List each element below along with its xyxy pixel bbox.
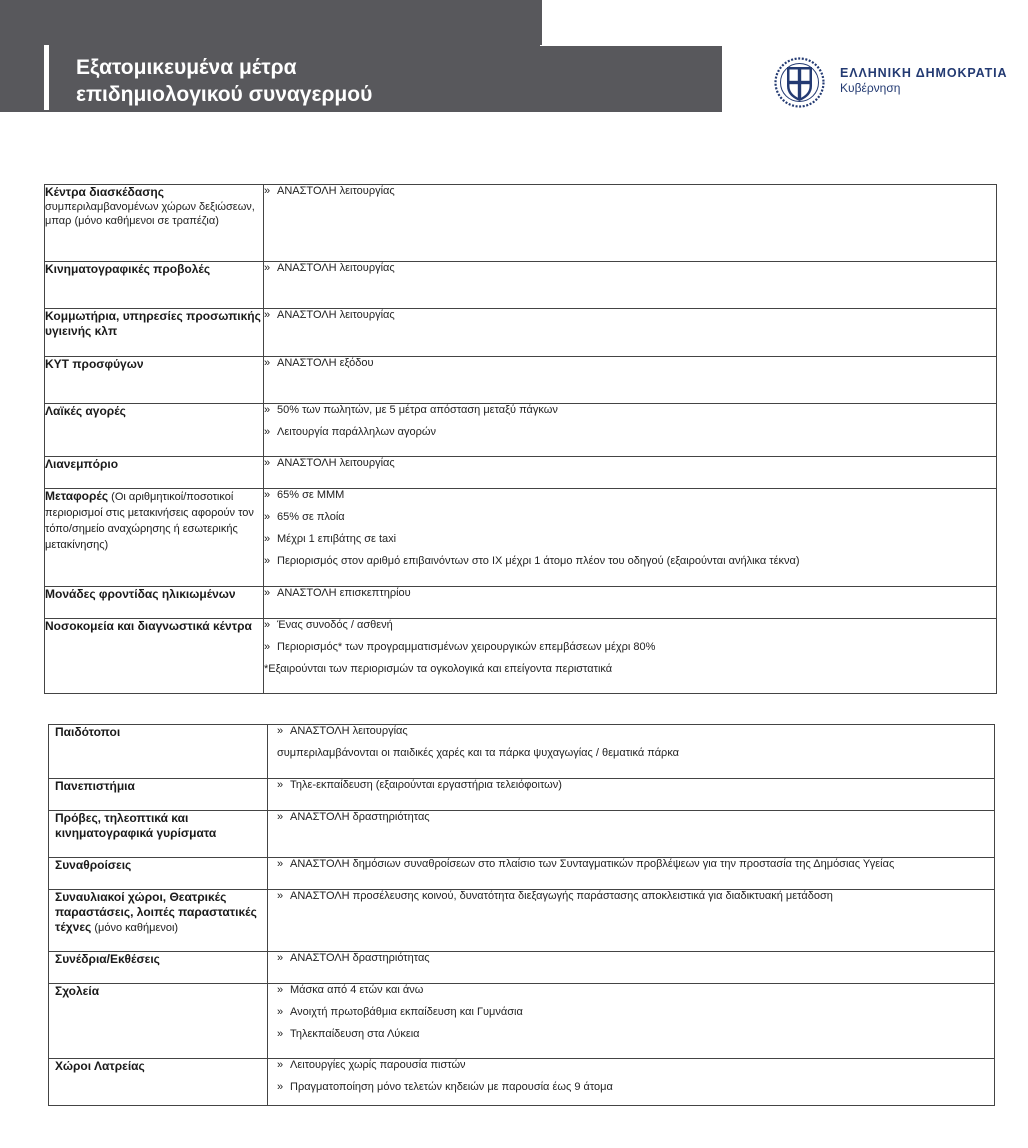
bullet-icon: »	[277, 890, 284, 902]
category-label	[45, 262, 263, 277]
measures-cell	[268, 984, 995, 1059]
bullet-icon: »	[264, 404, 271, 416]
measures-cell	[264, 489, 997, 587]
measure-text: ΑΝΑΣΤΟΛΗ λειτουργίας	[277, 309, 395, 321]
measures-cell	[264, 457, 997, 489]
category-label	[55, 725, 267, 740]
measure-text: ΑΝΑΣΤΟΛΗ λειτουργίας	[277, 457, 395, 469]
category-title: Λαϊκές αγορές	[45, 404, 126, 418]
category-cell	[45, 619, 264, 694]
bullet-icon: »	[264, 426, 271, 438]
header-divider-line	[540, 45, 722, 46]
table-row	[49, 725, 995, 779]
measure-item	[264, 587, 996, 600]
category-label	[55, 952, 267, 967]
measure-item	[264, 426, 996, 439]
table-row	[49, 890, 995, 952]
table-row	[49, 779, 995, 811]
category-title: Χώροι Λατρείας	[55, 1059, 145, 1073]
page-title	[76, 54, 516, 108]
category-cell	[45, 309, 264, 357]
category-title: Σχολεία	[55, 984, 100, 998]
category-label	[55, 984, 267, 999]
measures-cell	[268, 890, 995, 952]
measures-cell	[264, 587, 997, 619]
measure-item	[264, 457, 996, 470]
category-title: Μεταφορές	[45, 489, 109, 503]
bullet-icon: »	[277, 858, 284, 870]
category-cell	[45, 587, 264, 619]
bullet-icon: »	[264, 457, 271, 469]
category-title: ΚΥΤ προσφύγων	[45, 357, 144, 371]
category-cell	[45, 357, 264, 404]
category-title: Κέντρα διασκέδασης	[45, 185, 164, 199]
measure-text: ΑΝΑΣΤΟΛΗ επισκεπτηρίου	[277, 587, 411, 599]
measure-text: ΑΝΑΣΤΟΛΗ λειτουργίας	[277, 262, 395, 274]
measure-text: ΑΝΑΣΤΟΛΗ δημόσιων συναθροίσεων στο πλαίσιο των Συνταγματικών προβλέψεων για την προστασία της Δημόσιας Υγείας	[290, 858, 895, 870]
gov-name: ΕΛΛΗΝΙΚΗ ΔΗΜΟΚΡΑΤΙΑ	[840, 66, 1008, 80]
measure-text: Ένας συνοδός / ασθενή	[277, 619, 393, 631]
category-label	[45, 489, 263, 553]
bullet-icon: »	[264, 619, 271, 631]
table-row	[45, 489, 997, 587]
measure-item	[264, 511, 996, 524]
category-title: Νοσοκομεία και διαγνωστικά κέντρα	[45, 619, 252, 633]
measure-item	[264, 641, 996, 654]
measure-item	[264, 185, 996, 198]
table-row	[49, 1059, 995, 1106]
category-title: Κινηματογραφικές προβολές	[45, 262, 211, 276]
measure-text: Μέχρι 1 επιβάτης σε taxi	[277, 533, 397, 545]
bullet-icon: »	[264, 262, 271, 274]
bullet-icon: »	[264, 641, 271, 653]
category-cell	[49, 779, 268, 811]
table-row	[45, 262, 997, 309]
bullet-icon: »	[264, 555, 271, 567]
measure-item	[277, 1059, 994, 1072]
bullet-icon: »	[277, 1081, 284, 1093]
category-cell	[45, 489, 264, 587]
measure-item	[264, 555, 996, 568]
table-row	[49, 858, 995, 890]
bullet-icon: »	[264, 533, 271, 545]
measure-item	[277, 779, 994, 792]
measure-item	[264, 309, 996, 322]
measure-text: ΑΝΑΣΤΟΛΗ δραστηριότητας	[290, 952, 430, 964]
table-row	[49, 984, 995, 1059]
measures-cell	[268, 811, 995, 858]
measure-text: ΑΝΑΣΤΟΛΗ προσέλευσης κοινού, δυνατότητα διεξαγωγής παράστασης αποκλειστικά για διαδικτυακή μετάδοση	[290, 890, 833, 902]
measure-text: ΑΝΑΣΤΟΛΗ λειτουργίας	[290, 725, 408, 737]
table-row	[49, 811, 995, 858]
table-row	[45, 185, 997, 262]
category-cell	[49, 811, 268, 858]
measure-item	[264, 533, 996, 546]
category-title: Συναυλιακοί χώροι, Θεατρικές παραστάσεις, λοιπές παραστατικές τέχνες	[55, 890, 257, 934]
measures-cell	[268, 858, 995, 890]
bullet-icon: »	[277, 1028, 284, 1040]
measure-text: Λειτουργία παράλληλων αγορών	[277, 426, 436, 438]
measure-text: Μάσκα από 4 ετών και άνω	[290, 984, 424, 996]
category-cell	[49, 858, 268, 890]
measures-cell	[264, 404, 997, 457]
bullet-icon: »	[277, 984, 284, 996]
bullet-icon: »	[264, 587, 271, 599]
category-cell	[49, 984, 268, 1059]
measure-note: *Εξαιρούνται των περιορισμών τα ογκολογικά και επείγοντα περιστατικά	[264, 663, 613, 675]
measure-item	[264, 262, 996, 275]
header-accent-bar	[44, 45, 49, 110]
measure-text: Λειτουργίες χωρίς παρουσία πιστών	[290, 1059, 466, 1071]
category-label	[55, 890, 267, 936]
measures-cell	[264, 357, 997, 404]
measure-text: 50% των πωλητών, με 5 μέτρα απόσταση μεταξύ πάγκων	[277, 404, 558, 416]
header-band-top	[0, 0, 542, 45]
measures-cell	[264, 185, 997, 262]
bullet-icon: »	[277, 952, 284, 964]
category-title: Μονάδες φροντίδας ηλικιωμένων	[45, 587, 236, 601]
bullet-icon: »	[277, 779, 284, 791]
category-cell	[49, 952, 268, 984]
measures-table-2	[48, 724, 995, 1106]
page-title-line1: Εξατομικευμένα μέτρα	[76, 56, 297, 79]
measure-text: Περιορισμός* των προγραμματισμένων χειρουργικών επεμβάσεων μέχρι 80%	[277, 641, 656, 653]
measure-item	[264, 489, 996, 502]
measure-item	[277, 1028, 994, 1041]
measures-cell	[264, 262, 997, 309]
category-title: Κομμωτήρια, υπηρεσίες προσωπικής υγιεινής κλπ	[45, 309, 261, 338]
category-label	[45, 185, 263, 200]
bullet-icon: »	[264, 357, 271, 369]
measure-item	[264, 404, 996, 417]
category-label	[55, 1059, 267, 1074]
bullet-icon: »	[264, 309, 271, 321]
measures-cell	[268, 725, 995, 779]
measure-item	[277, 811, 994, 824]
category-label	[45, 587, 263, 602]
table-row	[49, 952, 995, 984]
measure-text: 65% σε πλοία	[277, 511, 345, 523]
measure-text: Τηλε-εκπαίδευση (εξαιρούνται εργαστήρια τελειόφοιτων)	[290, 779, 562, 791]
category-label	[45, 457, 263, 472]
category-cell	[45, 457, 264, 489]
measure-text: ΑΝΑΣΤΟΛΗ λειτουργίας	[277, 185, 395, 197]
category-label	[45, 309, 263, 339]
measure-item	[277, 984, 994, 997]
page-title-line2: επιδημιολογικού συναγερμού	[76, 83, 373, 106]
category-title: Παιδότοποι	[55, 725, 121, 739]
bullet-icon: »	[277, 1006, 284, 1018]
table-row	[45, 357, 997, 404]
measure-text: ΑΝΑΣΤΟΛΗ δραστηριότητας	[290, 811, 430, 823]
measure-note: συμπεριλαμβάνονται οι παιδικές χαρές και τα πάρκα ψυχαγωγίας / θεματικά πάρκα	[277, 747, 680, 759]
bullet-icon: »	[264, 185, 271, 197]
measure-item	[277, 725, 994, 738]
category-cell	[49, 890, 268, 952]
bullet-icon: »	[277, 811, 284, 823]
table-row	[45, 404, 997, 457]
table-row	[45, 619, 997, 694]
category-label	[45, 357, 263, 372]
gov-subtitle: Κυβέρνηση	[840, 81, 901, 95]
category-cell	[45, 262, 264, 309]
category-description: συμπεριλαμβανομένων χώρων δεξιώσεων, μπαρ (μόνο καθήμενοι σε τραπέζια)	[45, 201, 255, 227]
measure-item	[277, 1006, 994, 1019]
measure-text: 65% σε ΜΜΜ	[277, 489, 345, 501]
category-title: Πανεπιστήμια	[55, 779, 135, 793]
category-cell	[45, 404, 264, 457]
bullet-icon: »	[277, 1059, 284, 1071]
category-label	[55, 811, 267, 841]
measure-item	[277, 890, 994, 903]
category-cell	[45, 185, 264, 262]
greek-emblem-icon	[773, 56, 826, 109]
measure-text: Τηλεκπαίδευση στα Λύκεια	[290, 1028, 420, 1040]
measure-item	[277, 952, 994, 965]
category-label	[55, 858, 267, 873]
category-cell	[49, 725, 268, 779]
category-cell	[49, 1059, 268, 1106]
measure-item	[264, 357, 996, 370]
table-row	[45, 457, 997, 489]
category-note: (Οι αριθμητικοί/ποσοτικοί περιορισμοί στις μετακινήσεις αφορούν τον τόπο/σημείο αναχώρησης ή εσωτερικής μετακίνησης)	[45, 491, 254, 551]
measure-text: ΑΝΑΣΤΟΛΗ εξόδου	[277, 357, 374, 369]
measure-item	[264, 619, 996, 632]
measure-text: Ανοιχτή πρωτοβάθμια εκπαίδευση και Γυμνάσια	[290, 1006, 523, 1018]
category-label	[45, 619, 263, 634]
table-row	[45, 587, 997, 619]
bullet-icon: »	[264, 489, 271, 501]
measure-item	[277, 1081, 994, 1094]
bullet-icon: »	[277, 725, 284, 737]
category-title: Λιανεμπόριο	[45, 457, 119, 471]
measure-text: Περιορισμός στον αριθμό επιβαινόντων στο ΙΧ μέχρι 1 άτομο πλέον του οδηγού (εξαιρούνται ανήλικα τέκνα)	[277, 555, 800, 567]
category-title: Πρόβες, τηλεοπτικά και κινηματογραφικά γυρίσματα	[55, 811, 217, 840]
bullet-icon: »	[264, 511, 271, 523]
category-label	[45, 404, 263, 419]
measures-table-1	[44, 184, 997, 694]
measures-cell	[268, 779, 995, 811]
category-title: Συναθροίσεις	[55, 858, 132, 872]
measures-cell	[268, 1059, 995, 1106]
table-row	[45, 309, 997, 357]
measure-text: Πραγματοποίηση μόνο τελετών κηδειών με παρουσία έως 9 άτομα	[290, 1081, 613, 1093]
measures-cell	[264, 619, 997, 694]
category-label	[55, 779, 267, 794]
category-title: Συνέδρια/Εκθέσεις	[55, 952, 160, 966]
measure-item	[277, 858, 994, 871]
measures-cell	[264, 309, 997, 357]
measures-cell	[268, 952, 995, 984]
category-note: (μόνο καθήμενοι)	[91, 922, 179, 934]
